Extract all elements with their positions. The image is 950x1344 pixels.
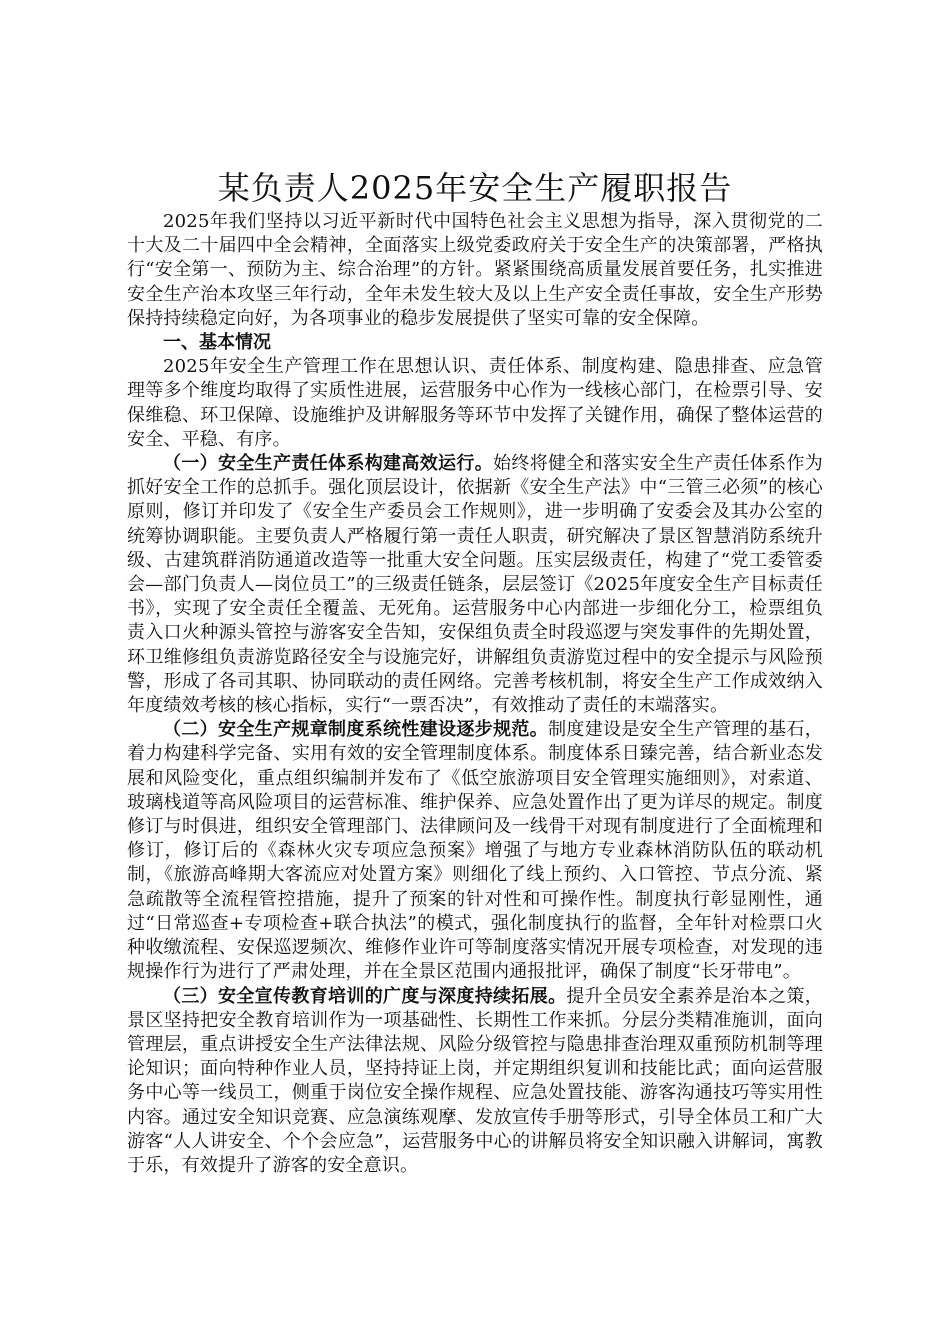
section-heading-basic-situation: 一、基本情况 xyxy=(163,332,271,354)
training-body: 提升全员安全素养是治本之策，景区坚持把安全教育培训作为一项基础性、长期性工作来抓。分层分类精准施训，面向管理层，重点讲授安全生产法律法规、风险分级管控与隐患排查治理双重预防机制等理论知识；面向特种作业人员，坚持持证上岗，并定期组织复训和技能比武；面向运营服务中心等一线员工，侧重于岗位安全操作规程、应急处置技能、游客沟通技巧等实用性内容。通过安全知识竞赛、应急演练观摩、发放宣传手册等形式，引导全体员工和广大游客“人人讲安全、个个会应急”，运营服务中心的讲解员将安全知识融入讲解词，寓教于乐，有效提升了游客的安全意识。 xyxy=(127,985,823,1176)
training-paragraph xyxy=(127,985,823,1179)
training-heading: （三）安全宣传教育培训的广度与深度持续拓展。 xyxy=(163,985,567,1007)
regulations-paragraph xyxy=(127,718,823,984)
document-title: 某负责人2025年安全生产履职报告 xyxy=(217,169,733,207)
document-page xyxy=(127,166,823,1178)
basic-situation-paragraph: 2025年安全生产管理工作在思想认识、责任体系、制度构建、隐患排查、应急管理等多个维度均取得了实质性进展，运营服务中心作为一线核心部门，在检票引导、安保维稳、环卫保障、设施维护及讲解服务等环节中发挥了关键作用，确保了整体运营的安全、平稳、有序。 xyxy=(127,356,823,450)
responsibility-system-paragraph xyxy=(127,452,823,718)
regulations-body: 制度建设是安全生产管理的基石，着力构建科学完备、实用有效的安全管理制度体系。制度体系日臻完善，结合新业态发展和风险变化，重点组织编制并发布了《低空旅游项目安全管理实施细则》，对索道、玻璃栈道等高风险项目的运营标准、维护保养、应急处置作出了更为详尽的规定。制度修订与时俱进，组织安全管理部门、法律顾问及一线骨干对现有制度进行了全面梳理和修订，修订后的《森林火灾专项应急预案》增强了与地方专业森林消防队伍的联动机制，《旅游高峰期大客流应对处置方案》则细化了线上预约、入口管控、节点分流、紧急疏散等全流程管控措施，提升了预案的针对性和可操作性。制度执行彰显刚性，通过“日常巡查+专项检查+联合执法”的模式，强化制度执行的监督，全年针对检票口火种收缴流程、安保巡逻频次、维修作业许可等制度落实情况开展专项检查，对发现的违规操作行为进行了严肃处理，并在全景区范围内通报批评，确保了制度“长牙带电”。 xyxy=(127,719,823,983)
intro-paragraph: 2025年我们坚持以习近平新时代中国特色社会主义思想为指导，深入贯彻党的二十大及二十届四中全会精神，全面落实上级党委政府关于安全生产的决策部署，严格执行“安全第一、预防为主、综合治理”的方针。紧紧围绕高质量发展首要任务，扎实推进安全生产治本攻坚三年行动，全年未发生较大及以上生产安全责任事故，安全生产形势保持持续稳定向好，为各项事业的稳步发展提供了坚实可靠的安全保障。 xyxy=(127,211,823,329)
responsibility-system-heading: （一）安全生产责任体系构建高效运行。 xyxy=(163,453,494,475)
regulations-heading: （二）安全生产规章制度系统性建设逐步规范。 xyxy=(163,719,549,741)
responsibility-system-body: 始终将健全和落实安全生产责任体系作为抓好安全工作的总抓手。强化顶层设计，依据新《安全生产法》中“三管三必须”的核心原则，修订并印发了《安全生产委员会工作规则》，进一步明确了安委会及其办公室的统筹协调职能。主要负责人严格履行第一责任人职责，研究解决了景区智慧消防系统升级、古建筑群消防通道改造等一批重大安全问题。压实层级责任，构建了“党工委管委会—部门负责人—岗位员工”的三级责任链条，层层签订《2025年度安全生产目标责任书》，实现了安全责任全覆盖、无死角。运营服务中心内部进一步细化分工，检票组负责入口火种源头管控与游客安全告知，安保组负责全时段巡逻与突发事件的先期处置，环卫维修组负责游览路径安全与设施完好，讲解组负责游览过程中的安全提示与风险预警，形成了各司其职、协同联动的责任网络。完善考核机制，将安全生产工作成效纳入年度绩效考核的核心指标，实行“一票否决”，有效推动了责任的末端落实。 xyxy=(127,453,823,717)
